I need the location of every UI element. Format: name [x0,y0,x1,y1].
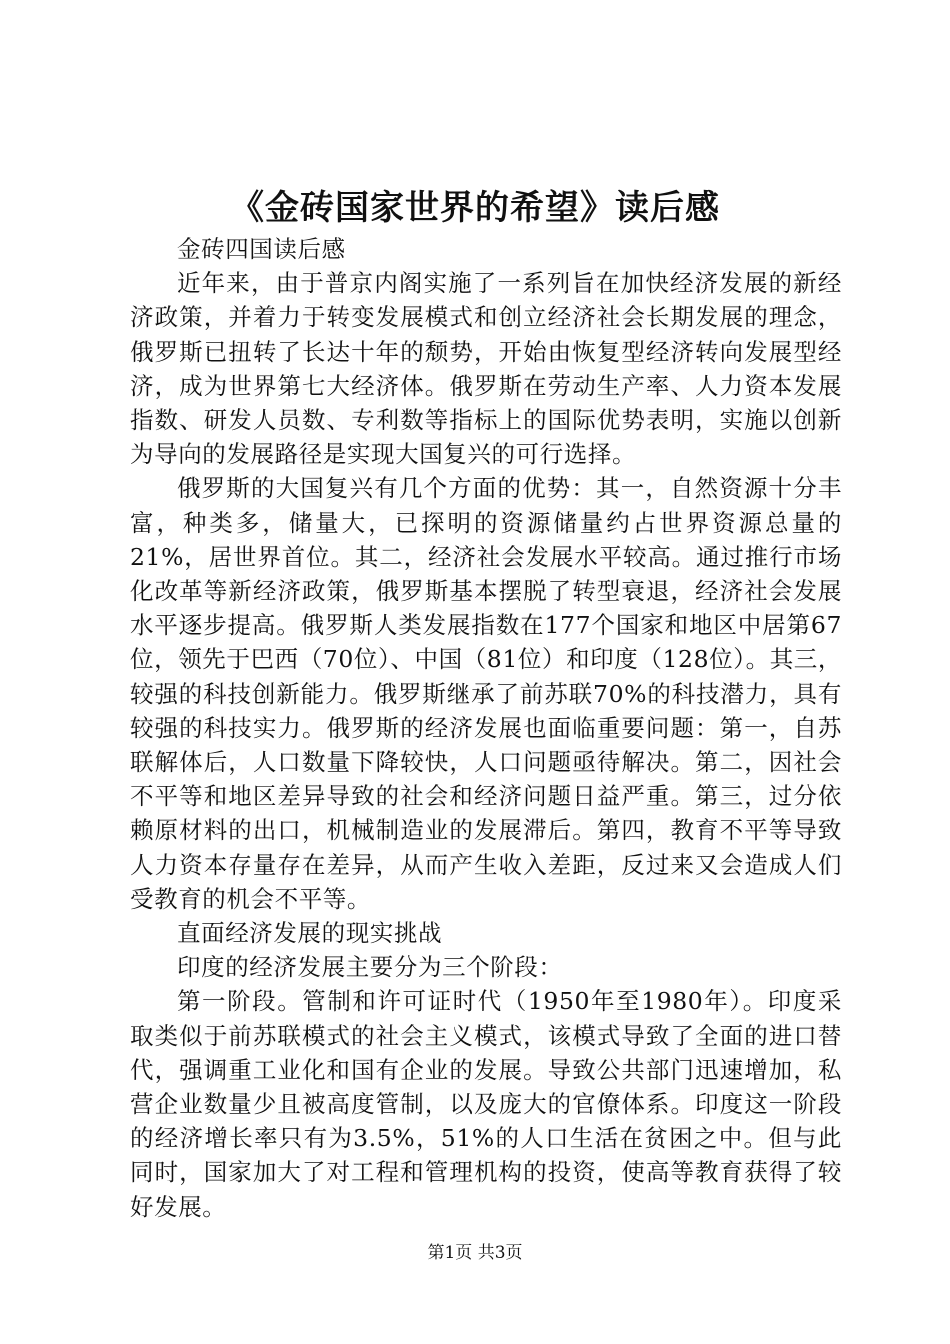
paragraph-section-heading: 直面经济发展的现实挑战 [177,919,443,948]
paragraph-russia-advantages: 俄罗斯的大国复兴有几个方面的优势：其一，自然资源十分丰富，种类多，储量大，已探明的资源储量约占世界资源总量的21%，居世界首位。其二，经济社会发展水平较高。通过推行市场化改革等新经济政策，俄罗斯基本摆脱了转型衰退，经济社会发展水平逐步提高。俄罗斯人类发展指数在177个国家和地区中居第67位，领先于巴西（70位）、中国（81位）和印度（128位）。其三，较强的科技创新能力。俄罗斯继承了前苏联70%的科技潜力，具有较强的科技实力。俄罗斯的经济发展也面临重要问题：第一，自苏联解体后，人口数量下降较快，人口问题亟待解决。第二，因社会不平等和地区差异导致的社会和经济问题日益严重。第三，过分依赖原材料的出口，机械制造业的发展滞后。第四，教育不平等导致人力资本存量存在差异，从而产生收入差距，反过来又会造成人们受教育的机会不平等。 [130,474,842,913]
paragraph-subtitle: 金砖四国读后感 [177,235,346,263]
document-title: 《金砖国家世界的希望》读后感 [230,188,720,228]
paragraph-russia-intro: 近年来，由于普京内阁实施了一系列旨在加快经济发展的新经济政策，并着力于转变发展模式和创立经济社会长期发展的理念，俄罗斯已扭转了长达十年的颓势，开始由恢复型经济转向发展型经济，成为世界第七大经济体。俄罗斯在劳动生产率、人力资本发展指数、研发人员数、专利数等指标上的国际优势表明，实施以创新为导向的发展路径是实现大国复兴的可行选择。 [130,269,842,469]
page-number-footer: 第1页 共3页 [427,1243,523,1263]
paragraph-india-stages: 印度的经济发展主要分为三个阶段： [177,953,563,982]
paragraph-india-stage-one: 第一阶段。管制和许可证时代（1950年至1980年）。印度采取类似于前苏联模式的社会主义模式，该模式导致了全面的进口替代，强调重工业化和国有企业的发展。导致公共部门迅速增加，私营企业数量少且被高度管制，以及庞大的官僚体系。印度这一阶段的经济增长率只有为3.5%，51%的人口生活在贫困之中。但与此同时，国家加大了对工程和管理机构的投资，使高等教育获得了较好发展。 [130,987,842,1221]
document-body [130,232,842,1224]
